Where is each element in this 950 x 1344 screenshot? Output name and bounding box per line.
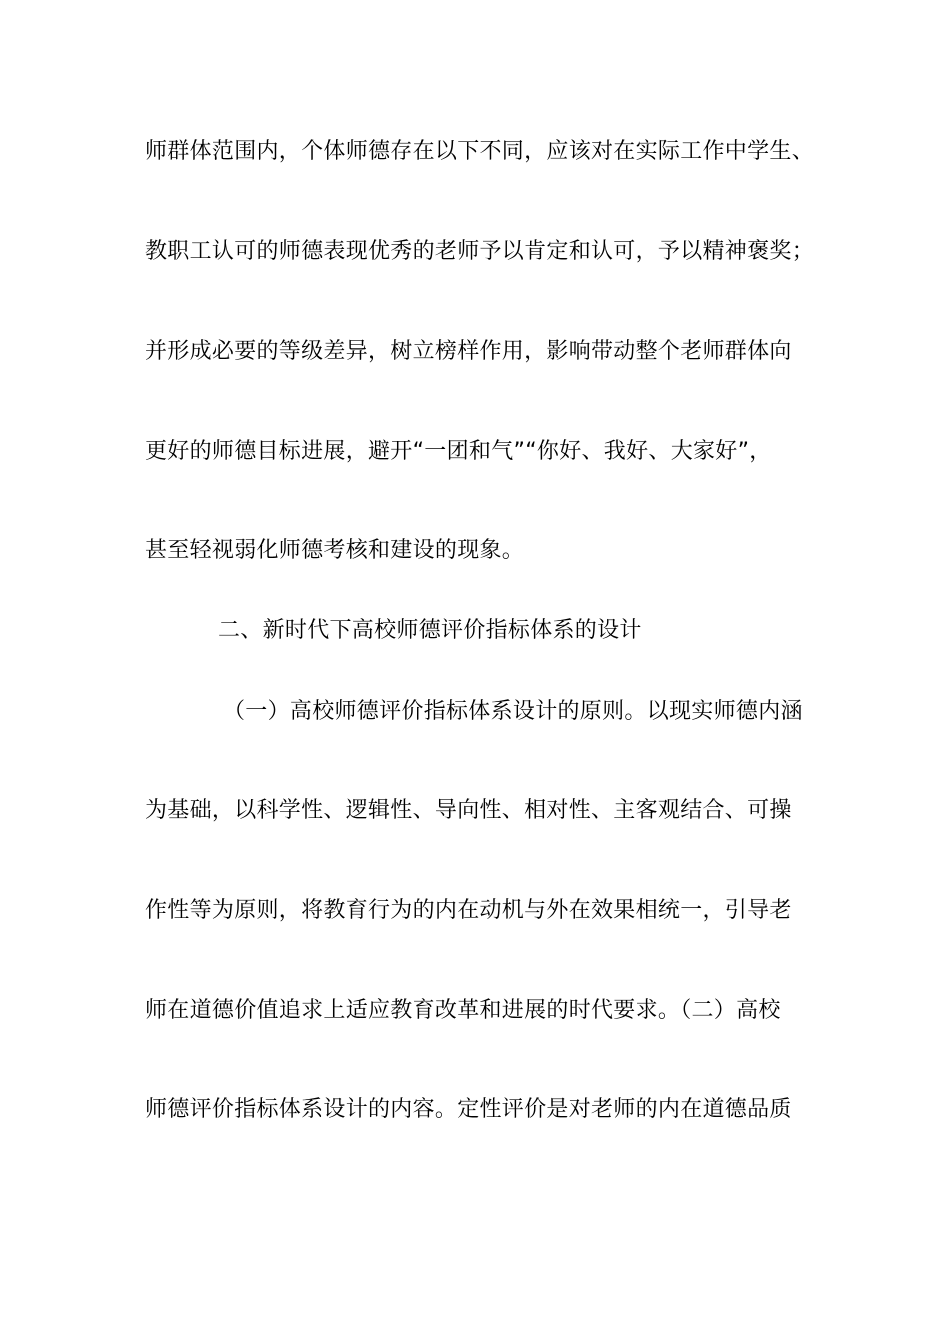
paragraph-line: 教职工认可的师德表现优秀的老师予以肯定和认可，予以精神褒奖；	[145, 239, 815, 264]
paragraph-line: 师德评价指标体系设计的内容。定性评价是对老师的内在道德品质	[145, 1097, 792, 1122]
paragraph-line: 更好的师德目标进展，避开“一团和气”“你好、我好、大家好”，	[145, 439, 772, 464]
paragraph-line: 师群体范围内，个体师德存在以下不同，应该对在实际工作中学生、	[145, 139, 815, 164]
paragraph-line: 并形成必要的等级差异，树立榜样作用，影响带动整个老师群体向	[145, 339, 792, 364]
paragraph-line: 师在道德价值追求上适应教育改革和进展的时代要求。（二）高校	[145, 998, 781, 1023]
section-heading: 二、新时代下高校师德评价指标体系的设计	[218, 618, 642, 643]
paragraph-line: 为基础，以科学性、逻辑性、导向性、相对性、主客观结合、可操	[145, 798, 792, 823]
paragraph-line: （一）高校师德评价指标体系设计的原则。以现实师德内涵	[223, 699, 803, 724]
paragraph-line: 作性等为原则，将教育行为的内在动机与外在效果相统一，引导老	[145, 898, 792, 923]
paragraph-line: 甚至轻视弱化师德考核和建设的现象。	[145, 538, 525, 563]
